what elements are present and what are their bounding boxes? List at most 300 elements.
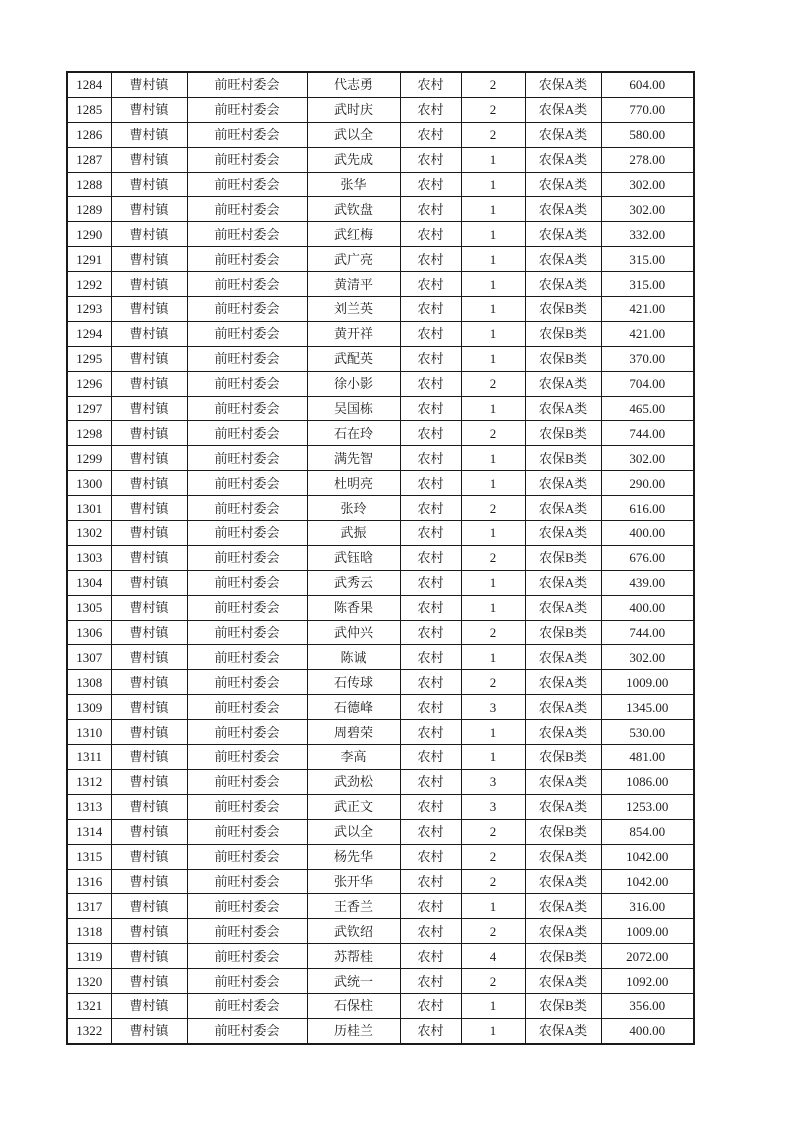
cell-person-count: 2 (461, 496, 525, 521)
cell-person-name: 武秀云 (307, 570, 400, 595)
cell-village-committee: 前旺村委会 (187, 919, 307, 944)
cell-residence-type: 农村 (400, 147, 461, 172)
cell-insurance-category: 农保A类 (525, 844, 601, 869)
table-row (67, 371, 694, 396)
cell-village-committee: 前旺村委会 (187, 570, 307, 595)
cell-person-name: 武正文 (307, 794, 400, 819)
cell-insurance-category: 农保A类 (525, 969, 601, 994)
table-row (67, 769, 694, 794)
cell-town: 曹村镇 (111, 272, 187, 297)
cell-person-count: 1 (461, 346, 525, 371)
cell-insurance-category: 农保A类 (525, 97, 601, 122)
cell-person-count: 1 (461, 595, 525, 620)
cell-person-count: 1 (461, 147, 525, 172)
cell-village-committee: 前旺村委会 (187, 794, 307, 819)
cell-serial-number: 1296 (67, 371, 111, 396)
table-row (67, 944, 694, 969)
cell-person-count: 2 (461, 72, 525, 97)
cell-serial-number: 1293 (67, 297, 111, 322)
cell-village-committee: 前旺村委会 (187, 695, 307, 720)
cell-person-name: 张开华 (307, 869, 400, 894)
cell-person-count: 1 (461, 197, 525, 222)
cell-serial-number: 1291 (67, 247, 111, 272)
cell-town: 曹村镇 (111, 421, 187, 446)
cell-town: 曹村镇 (111, 993, 187, 1018)
cell-village-committee: 前旺村委会 (187, 122, 307, 147)
cell-serial-number: 1321 (67, 993, 111, 1018)
cell-person-name: 武振 (307, 521, 400, 546)
cell-person-count: 3 (461, 769, 525, 794)
cell-amount: 370.00 (601, 346, 694, 371)
cell-town: 曹村镇 (111, 844, 187, 869)
cell-amount: 332.00 (601, 222, 694, 247)
cell-amount: 481.00 (601, 745, 694, 770)
cell-serial-number: 1308 (67, 670, 111, 695)
cell-residence-type: 农村 (400, 894, 461, 919)
cell-serial-number: 1298 (67, 421, 111, 446)
cell-amount: 580.00 (601, 122, 694, 147)
cell-insurance-category: 农保A类 (525, 471, 601, 496)
cell-insurance-category: 农保B类 (525, 745, 601, 770)
table-row (67, 471, 694, 496)
cell-serial-number: 1310 (67, 720, 111, 745)
cell-insurance-category: 农保A类 (525, 396, 601, 421)
cell-village-committee: 前旺村委会 (187, 1018, 307, 1043)
table-row (67, 670, 694, 695)
cell-serial-number: 1301 (67, 496, 111, 521)
cell-town: 曹村镇 (111, 97, 187, 122)
table-row (67, 794, 694, 819)
cell-residence-type: 农村 (400, 745, 461, 770)
cell-serial-number: 1300 (67, 471, 111, 496)
cell-serial-number: 1303 (67, 545, 111, 570)
cell-person-count: 2 (461, 97, 525, 122)
cell-town: 曹村镇 (111, 147, 187, 172)
cell-town: 曹村镇 (111, 670, 187, 695)
cell-residence-type: 农村 (400, 521, 461, 546)
cell-village-committee: 前旺村委会 (187, 545, 307, 570)
cell-person-name: 武钦绍 (307, 919, 400, 944)
cell-amount: 421.00 (601, 321, 694, 346)
table-row (67, 620, 694, 645)
cell-person-name: 武钦盘 (307, 197, 400, 222)
cell-serial-number: 1294 (67, 321, 111, 346)
cell-town: 曹村镇 (111, 894, 187, 919)
cell-residence-type: 农村 (400, 371, 461, 396)
cell-person-name: 武时庆 (307, 97, 400, 122)
cell-residence-type: 农村 (400, 794, 461, 819)
cell-village-committee: 前旺村委会 (187, 595, 307, 620)
cell-residence-type: 农村 (400, 247, 461, 272)
cell-person-count: 3 (461, 695, 525, 720)
cell-serial-number: 1318 (67, 919, 111, 944)
cell-town: 曹村镇 (111, 944, 187, 969)
table-row (67, 247, 694, 272)
table-row (67, 97, 694, 122)
cell-insurance-category: 农保A类 (525, 122, 601, 147)
cell-insurance-category: 农保B类 (525, 819, 601, 844)
cell-person-count: 1 (461, 993, 525, 1018)
cell-residence-type: 农村 (400, 993, 461, 1018)
cell-insurance-category: 农保B类 (525, 421, 601, 446)
cell-village-committee: 前旺村委会 (187, 670, 307, 695)
cell-person-name: 石德峰 (307, 695, 400, 720)
cell-insurance-category: 农保A类 (525, 197, 601, 222)
cell-village-committee: 前旺村委会 (187, 421, 307, 446)
cell-serial-number: 1284 (67, 72, 111, 97)
cell-person-count: 2 (461, 869, 525, 894)
cell-insurance-category: 农保A类 (525, 247, 601, 272)
cell-insurance-category: 农保B类 (525, 944, 601, 969)
records-table (66, 71, 695, 1045)
cell-amount: 302.00 (601, 197, 694, 222)
cell-town: 曹村镇 (111, 521, 187, 546)
cell-person-name: 徐小影 (307, 371, 400, 396)
cell-amount: 1042.00 (601, 844, 694, 869)
cell-residence-type: 农村 (400, 471, 461, 496)
table-row (67, 919, 694, 944)
cell-amount: 604.00 (601, 72, 694, 97)
cell-serial-number: 1313 (67, 794, 111, 819)
cell-insurance-category: 农保A类 (525, 695, 601, 720)
cell-serial-number: 1297 (67, 396, 111, 421)
cell-person-name: 陈香果 (307, 595, 400, 620)
cell-residence-type: 农村 (400, 122, 461, 147)
cell-person-name: 武配英 (307, 346, 400, 371)
cell-serial-number: 1317 (67, 894, 111, 919)
cell-person-name: 王香兰 (307, 894, 400, 919)
cell-town: 曹村镇 (111, 794, 187, 819)
cell-village-committee: 前旺村委会 (187, 446, 307, 471)
cell-residence-type: 农村 (400, 670, 461, 695)
cell-residence-type: 农村 (400, 346, 461, 371)
cell-amount: 356.00 (601, 993, 694, 1018)
cell-insurance-category: 农保A类 (525, 222, 601, 247)
cell-village-committee: 前旺村委会 (187, 993, 307, 1018)
cell-amount: 2072.00 (601, 944, 694, 969)
table-row (67, 346, 694, 371)
cell-amount: 302.00 (601, 172, 694, 197)
cell-serial-number: 1289 (67, 197, 111, 222)
cell-serial-number: 1319 (67, 944, 111, 969)
cell-town: 曹村镇 (111, 247, 187, 272)
table-row (67, 521, 694, 546)
cell-person-count: 1 (461, 570, 525, 595)
cell-person-name: 武钰晗 (307, 545, 400, 570)
cell-village-committee: 前旺村委会 (187, 844, 307, 869)
cell-serial-number: 1316 (67, 869, 111, 894)
cell-village-committee: 前旺村委会 (187, 745, 307, 770)
cell-person-count: 1 (461, 321, 525, 346)
cell-residence-type: 农村 (400, 421, 461, 446)
cell-village-committee: 前旺村委会 (187, 396, 307, 421)
cell-person-name: 代志勇 (307, 72, 400, 97)
cell-residence-type: 农村 (400, 570, 461, 595)
table-row (67, 720, 694, 745)
cell-residence-type: 农村 (400, 645, 461, 670)
cell-insurance-category: 农保B类 (525, 545, 601, 570)
cell-person-name: 石在玲 (307, 421, 400, 446)
cell-town: 曹村镇 (111, 371, 187, 396)
cell-town: 曹村镇 (111, 72, 187, 97)
table-row (67, 147, 694, 172)
cell-person-name: 周碧荣 (307, 720, 400, 745)
cell-town: 曹村镇 (111, 645, 187, 670)
cell-person-count: 1 (461, 272, 525, 297)
cell-residence-type: 农村 (400, 272, 461, 297)
cell-serial-number: 1315 (67, 844, 111, 869)
cell-insurance-category: 农保B类 (525, 446, 601, 471)
cell-person-count: 1 (461, 446, 525, 471)
cell-amount: 744.00 (601, 620, 694, 645)
cell-town: 曹村镇 (111, 396, 187, 421)
table-row (67, 396, 694, 421)
cell-person-name: 武以全 (307, 819, 400, 844)
cell-amount: 744.00 (601, 421, 694, 446)
table-row (67, 421, 694, 446)
cell-residence-type: 农村 (400, 844, 461, 869)
cell-serial-number: 1288 (67, 172, 111, 197)
cell-residence-type: 农村 (400, 695, 461, 720)
cell-person-count: 1 (461, 222, 525, 247)
cell-amount: 315.00 (601, 272, 694, 297)
cell-town: 曹村镇 (111, 869, 187, 894)
cell-serial-number: 1292 (67, 272, 111, 297)
cell-insurance-category: 农保A类 (525, 371, 601, 396)
cell-serial-number: 1320 (67, 969, 111, 994)
cell-town: 曹村镇 (111, 122, 187, 147)
table-body (67, 72, 694, 1044)
cell-residence-type: 农村 (400, 97, 461, 122)
table-row (67, 969, 694, 994)
cell-town: 曹村镇 (111, 545, 187, 570)
cell-person-name: 张华 (307, 172, 400, 197)
table-row (67, 321, 694, 346)
cell-person-count: 1 (461, 745, 525, 770)
cell-amount: 400.00 (601, 595, 694, 620)
cell-insurance-category: 农保B类 (525, 321, 601, 346)
cell-village-committee: 前旺村委会 (187, 869, 307, 894)
cell-person-count: 2 (461, 620, 525, 645)
cell-amount: 290.00 (601, 471, 694, 496)
cell-insurance-category: 农保A类 (525, 919, 601, 944)
cell-town: 曹村镇 (111, 595, 187, 620)
cell-village-committee: 前旺村委会 (187, 222, 307, 247)
table-row (67, 545, 694, 570)
cell-village-committee: 前旺村委会 (187, 247, 307, 272)
cell-insurance-category: 农保A类 (525, 720, 601, 745)
cell-person-count: 1 (461, 720, 525, 745)
cell-serial-number: 1312 (67, 769, 111, 794)
cell-person-name: 石保柱 (307, 993, 400, 1018)
cell-insurance-category: 农保B类 (525, 346, 601, 371)
cell-person-count: 2 (461, 819, 525, 844)
cell-person-count: 2 (461, 670, 525, 695)
cell-serial-number: 1304 (67, 570, 111, 595)
cell-amount: 1092.00 (601, 969, 694, 994)
table-row (67, 869, 694, 894)
table-row (67, 172, 694, 197)
table-row (67, 72, 694, 97)
cell-person-count: 2 (461, 844, 525, 869)
cell-person-name: 武广亮 (307, 247, 400, 272)
cell-person-name: 武先成 (307, 147, 400, 172)
cell-village-committee: 前旺村委会 (187, 645, 307, 670)
table-row (67, 844, 694, 869)
cell-serial-number: 1285 (67, 97, 111, 122)
table-row (67, 446, 694, 471)
cell-village-committee: 前旺村委会 (187, 321, 307, 346)
cell-residence-type: 农村 (400, 545, 461, 570)
cell-person-count: 1 (461, 471, 525, 496)
cell-residence-type: 农村 (400, 396, 461, 421)
cell-serial-number: 1290 (67, 222, 111, 247)
cell-serial-number: 1305 (67, 595, 111, 620)
cell-person-count: 2 (461, 545, 525, 570)
cell-person-count: 1 (461, 645, 525, 670)
cell-amount: 400.00 (601, 1018, 694, 1043)
cell-person-name: 黄开祥 (307, 321, 400, 346)
table-row (67, 819, 694, 844)
cell-serial-number: 1309 (67, 695, 111, 720)
cell-amount: 1253.00 (601, 794, 694, 819)
cell-amount: 530.00 (601, 720, 694, 745)
cell-town: 曹村镇 (111, 297, 187, 322)
cell-residence-type: 农村 (400, 446, 461, 471)
cell-residence-type: 农村 (400, 595, 461, 620)
cell-town: 曹村镇 (111, 919, 187, 944)
cell-insurance-category: 农保A类 (525, 869, 601, 894)
cell-village-committee: 前旺村委会 (187, 769, 307, 794)
cell-village-committee: 前旺村委会 (187, 297, 307, 322)
cell-residence-type: 农村 (400, 944, 461, 969)
cell-town: 曹村镇 (111, 197, 187, 222)
cell-person-name: 武以全 (307, 122, 400, 147)
cell-village-committee: 前旺村委会 (187, 371, 307, 396)
cell-town: 曹村镇 (111, 769, 187, 794)
cell-residence-type: 农村 (400, 1018, 461, 1043)
cell-serial-number: 1322 (67, 1018, 111, 1043)
cell-insurance-category: 农保A类 (525, 172, 601, 197)
cell-person-name: 张玲 (307, 496, 400, 521)
cell-amount: 1009.00 (601, 919, 694, 944)
cell-insurance-category: 农保A类 (525, 769, 601, 794)
table-row (67, 1018, 694, 1043)
cell-amount: 854.00 (601, 819, 694, 844)
cell-person-name: 武统一 (307, 969, 400, 994)
table-row (67, 272, 694, 297)
cell-amount: 315.00 (601, 247, 694, 272)
cell-amount: 704.00 (601, 371, 694, 396)
cell-town: 曹村镇 (111, 745, 187, 770)
cell-town: 曹村镇 (111, 172, 187, 197)
table-row (67, 570, 694, 595)
cell-insurance-category: 农保B类 (525, 993, 601, 1018)
cell-town: 曹村镇 (111, 1018, 187, 1043)
cell-residence-type: 农村 (400, 197, 461, 222)
cell-amount: 616.00 (601, 496, 694, 521)
cell-insurance-category: 农保B类 (525, 297, 601, 322)
cell-residence-type: 农村 (400, 496, 461, 521)
cell-insurance-category: 农保A类 (525, 272, 601, 297)
cell-residence-type: 农村 (400, 769, 461, 794)
cell-village-committee: 前旺村委会 (187, 944, 307, 969)
cell-amount: 676.00 (601, 545, 694, 570)
cell-town: 曹村镇 (111, 346, 187, 371)
cell-town: 曹村镇 (111, 720, 187, 745)
cell-town: 曹村镇 (111, 496, 187, 521)
cell-person-name: 黄清平 (307, 272, 400, 297)
cell-village-committee: 前旺村委会 (187, 197, 307, 222)
cell-town: 曹村镇 (111, 695, 187, 720)
cell-amount: 1009.00 (601, 670, 694, 695)
cell-village-committee: 前旺村委会 (187, 172, 307, 197)
cell-amount: 465.00 (601, 396, 694, 421)
cell-village-committee: 前旺村委会 (187, 894, 307, 919)
cell-person-count: 2 (461, 421, 525, 446)
cell-amount: 278.00 (601, 147, 694, 172)
cell-town: 曹村镇 (111, 620, 187, 645)
cell-person-name: 陈诚 (307, 645, 400, 670)
cell-amount: 439.00 (601, 570, 694, 595)
cell-village-committee: 前旺村委会 (187, 819, 307, 844)
cell-person-count: 1 (461, 247, 525, 272)
cell-village-committee: 前旺村委会 (187, 620, 307, 645)
table-row (67, 894, 694, 919)
cell-insurance-category: 农保A类 (525, 496, 601, 521)
cell-serial-number: 1306 (67, 620, 111, 645)
cell-amount: 316.00 (601, 894, 694, 919)
cell-insurance-category: 农保A类 (525, 570, 601, 595)
cell-insurance-category: 农保A类 (525, 894, 601, 919)
cell-village-committee: 前旺村委会 (187, 147, 307, 172)
cell-residence-type: 农村 (400, 297, 461, 322)
cell-serial-number: 1287 (67, 147, 111, 172)
cell-insurance-category: 农保A类 (525, 670, 601, 695)
cell-amount: 1042.00 (601, 869, 694, 894)
cell-person-count: 2 (461, 919, 525, 944)
cell-person-count: 1 (461, 172, 525, 197)
cell-residence-type: 农村 (400, 819, 461, 844)
cell-village-committee: 前旺村委会 (187, 272, 307, 297)
cell-person-count: 1 (461, 1018, 525, 1043)
cell-serial-number: 1286 (67, 122, 111, 147)
cell-person-name: 刘兰英 (307, 297, 400, 322)
cell-person-count: 2 (461, 371, 525, 396)
cell-village-committee: 前旺村委会 (187, 720, 307, 745)
cell-insurance-category: 农保A类 (525, 645, 601, 670)
cell-person-count: 4 (461, 944, 525, 969)
cell-residence-type: 农村 (400, 869, 461, 894)
cell-serial-number: 1307 (67, 645, 111, 670)
cell-serial-number: 1311 (67, 745, 111, 770)
cell-person-name: 武红梅 (307, 222, 400, 247)
cell-amount: 770.00 (601, 97, 694, 122)
cell-person-name: 满先智 (307, 446, 400, 471)
cell-insurance-category: 农保A类 (525, 521, 601, 546)
table-row (67, 993, 694, 1018)
cell-amount: 1345.00 (601, 695, 694, 720)
cell-village-committee: 前旺村委会 (187, 72, 307, 97)
cell-village-committee: 前旺村委会 (187, 471, 307, 496)
cell-person-name: 历桂兰 (307, 1018, 400, 1043)
cell-amount: 400.00 (601, 521, 694, 546)
cell-serial-number: 1314 (67, 819, 111, 844)
cell-person-count: 1 (461, 396, 525, 421)
cell-insurance-category: 农保A类 (525, 794, 601, 819)
cell-residence-type: 农村 (400, 620, 461, 645)
cell-residence-type: 农村 (400, 172, 461, 197)
